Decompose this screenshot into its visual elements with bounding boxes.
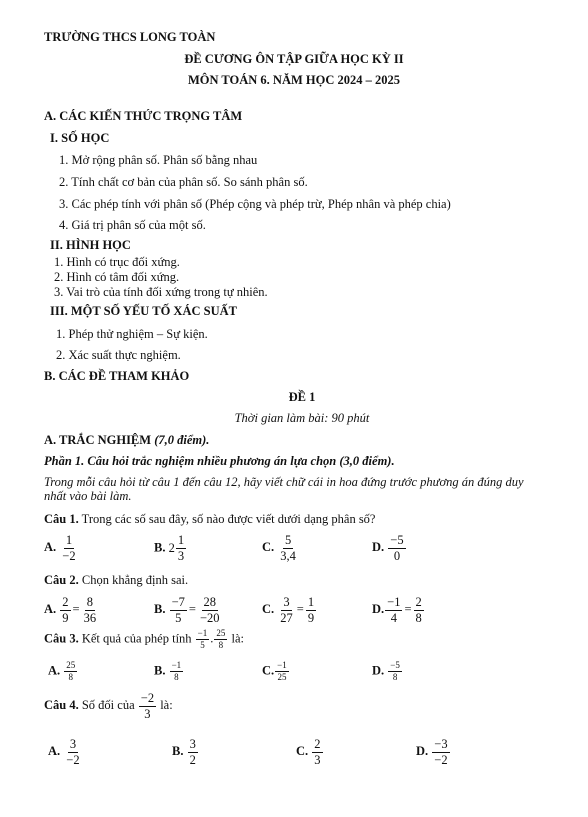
fraction [278, 596, 295, 624]
denominator: 8 [218, 640, 224, 650]
question-suffix: là: [157, 697, 173, 712]
denominator: 3 [314, 752, 321, 767]
phan-1-heading: Phần 1. Câu hỏi trắc nghiệm nhiều phương án lựa chọn (3,0 điểm). [44, 454, 395, 468]
option-letter: D. [372, 601, 385, 616]
fraction [64, 738, 81, 766]
q1-option-d [372, 534, 407, 562]
denominator: 0 [393, 548, 401, 563]
q2-option-d: D. $\frac{-1}{4}$ = $\frac{2}{8}$ [372, 595, 422, 625]
numerator: 3 [189, 737, 196, 751]
denominator: 3,4 [280, 548, 296, 563]
numerator: −2 [140, 691, 155, 705]
document-title: ĐỀ CƯƠNG ÔN TẬP GIỮA HỌC KỲ II [184, 52, 404, 66]
list-item: 1. Mở rộng phân số. Phân số bằng nhau [59, 153, 258, 167]
question-text: Kết quả của phép tính [78, 631, 195, 646]
fraction [414, 596, 424, 624]
list-item: 2. Tính chất cơ bản của phân số. So sánh phân số. [59, 175, 308, 189]
numerator: −5 [390, 660, 400, 670]
denominator: 25 [277, 672, 287, 682]
question-label: Câu 3. [44, 631, 79, 646]
option-letter: A. [44, 539, 57, 554]
denominator: −2 [66, 752, 80, 767]
question-label: Câu 4. [44, 697, 79, 712]
option-letter: C. [262, 539, 275, 554]
q2-option-b: B. $\frac{-7}{5}$ = $\frac{28}{-20}$ [154, 595, 220, 625]
numerator: 2 [415, 595, 422, 609]
instruction-line-2: nhất vào bài làm. [44, 489, 132, 503]
denominator: 4 [390, 610, 397, 625]
numerator: 2 [62, 595, 69, 609]
fraction [275, 661, 289, 682]
option-letter: C. [262, 663, 275, 678]
question-label: Câu 1. [44, 512, 79, 526]
part-1-heading: I. SỐ HỌC [50, 131, 110, 145]
fraction [278, 534, 298, 562]
part-a-heading [44, 433, 209, 448]
list-item: 2. Hình có tâm đối xứng. [54, 270, 180, 284]
denominator: 8 [415, 610, 422, 625]
question-text: Số đối của [78, 697, 138, 712]
numerator: 3 [283, 595, 290, 609]
numerator: −1 [277, 660, 287, 670]
fraction [214, 629, 227, 650]
fraction [139, 692, 156, 720]
q3-option-a [48, 661, 78, 682]
denominator: 3 [177, 548, 185, 563]
numerator: −1 [387, 595, 401, 609]
numerator: −5 [390, 533, 404, 547]
fraction [82, 596, 99, 624]
question-2 [44, 573, 188, 588]
option-letter: B. [154, 663, 166, 678]
denominator: 27 [280, 610, 293, 625]
list-item: 1. Hình có trục đối xứng. [54, 255, 180, 269]
exam-time: Thời gian làm bài: 90 phút [234, 411, 370, 425]
option-letter: B. [154, 540, 166, 555]
q3-option-d [372, 661, 403, 682]
q3-option-b [154, 661, 184, 682]
list-item: 3. Các phép tính với phân số (Phép cộng và phép trừ, Phép nhân và phép chia) [59, 197, 451, 211]
option-letter: A. [48, 743, 61, 758]
numerator: −1 [171, 660, 182, 670]
option-letter: D. [372, 539, 385, 554]
fraction [306, 596, 316, 624]
q4-option-d [416, 738, 451, 766]
numerator: −1 [197, 628, 208, 638]
fraction [312, 738, 322, 766]
q4-option-c [296, 738, 324, 766]
denominator: 9 [62, 610, 69, 625]
q3-option-c [262, 661, 290, 682]
fraction [388, 534, 405, 562]
school-name: TRƯỜNG THCS LONG TOÀN [44, 30, 216, 44]
question-text: Chọn khẳng định sai. [78, 573, 189, 587]
denominator: −2 [62, 548, 76, 563]
denominator: 8 [392, 672, 398, 682]
denominator: 36 [83, 610, 97, 625]
option-letter: C. [262, 601, 275, 616]
numerator: 8 [86, 595, 93, 609]
fraction [60, 534, 77, 562]
part-3-heading: III. MỘT SỐ YẾU TỐ XÁC SUẤT [50, 304, 237, 318]
option-letter: A. [48, 663, 61, 678]
fraction [432, 738, 449, 766]
option-letter: D. [372, 663, 385, 678]
list-item: 1. Phép thử nghiệm – Sự kiện. [56, 327, 208, 341]
list-item: 4. Giá trị phân số của một số. [59, 218, 206, 232]
q1-option-b [154, 534, 187, 562]
option-letter: C. [296, 743, 309, 758]
q2-option-a: A. $\frac{2}{9}$ = $\frac{8}{36}$ [44, 595, 97, 625]
question-3: Câu 3. Kết quả của phép tính $\frac{-1}{5}$ . $\frac{25}{8}$ là: [44, 628, 244, 650]
numerator: −3 [434, 737, 448, 751]
section-a-heading: A. CÁC KIẾN THỨC TRỌNG TÂM [44, 109, 243, 123]
fraction [64, 661, 77, 682]
numerator: 25 [66, 660, 76, 670]
fraction [60, 596, 70, 624]
q4-option-a [48, 738, 83, 766]
exam-title: ĐỀ 1 [288, 390, 316, 404]
denominator: 8 [174, 672, 179, 682]
numerator: 5 [284, 533, 292, 547]
denominator: −2 [434, 752, 448, 767]
option-letter: A. [44, 601, 57, 616]
denominator: 8 [68, 672, 74, 682]
denominator: 2 [189, 752, 196, 767]
question-text: Trong các số sau đây, số nào được viết dưới dạng phân số? [78, 512, 376, 526]
numerator: 1 [177, 533, 185, 547]
fraction [388, 661, 402, 682]
part-2-heading: II. HÌNH HỌC [50, 238, 131, 252]
fraction [170, 661, 184, 682]
part-a-points: (7,0 điểm). [154, 433, 210, 447]
fraction [198, 596, 222, 624]
option-letter: D. [416, 743, 429, 758]
option-letter: B. [154, 601, 166, 616]
q4-option-b [172, 738, 199, 766]
denominator: −20 [199, 610, 220, 625]
q1-option-c [262, 534, 299, 562]
fraction [196, 629, 210, 650]
question-1 [44, 512, 375, 527]
list-item: 3. Vai trò của tính đối xứng trong tự nhiên. [54, 285, 268, 299]
numerator: 28 [203, 595, 216, 609]
instruction-line-1: Trong mỗi câu hỏi từ câu 1 đến câu 12, hãy viết chữ cái in hoa đứng trước phương án đúng duy [44, 475, 524, 489]
denominator: 5 [200, 640, 205, 650]
question-label: Câu 2. [44, 573, 79, 587]
numerator: 25 [216, 628, 226, 638]
fraction [385, 596, 402, 624]
list-item: 2. Xác suất thực nghiệm. [56, 348, 181, 362]
denominator: 5 [175, 610, 182, 625]
numerator: 3 [69, 737, 77, 751]
question-4 [44, 692, 173, 720]
option-letter: B. [172, 743, 184, 758]
fraction [176, 534, 186, 562]
fraction [170, 596, 187, 624]
whole-part: 2 [168, 540, 175, 555]
q2-option-c: C. $\frac{3}{27}$ = $\frac{1}{9}$ [262, 595, 315, 625]
section-b-heading: B. CÁC ĐỀ THAM KHẢO [44, 369, 190, 383]
numerator: 1 [65, 533, 73, 547]
denominator: 3 [144, 706, 151, 721]
fraction [188, 738, 198, 766]
document-subtitle: MÔN TOÁN 6. NĂM HỌC 2024 – 2025 [187, 73, 401, 87]
numerator: −7 [171, 595, 185, 609]
part-a-title: A. TRẮC NGHIỆM [44, 433, 155, 447]
numerator: 1 [307, 595, 315, 609]
denominator: 9 [307, 610, 315, 625]
question-suffix: là: [228, 631, 244, 646]
mixed-number [169, 534, 188, 562]
numerator: 2 [314, 737, 321, 751]
q1-option-a [44, 534, 79, 562]
